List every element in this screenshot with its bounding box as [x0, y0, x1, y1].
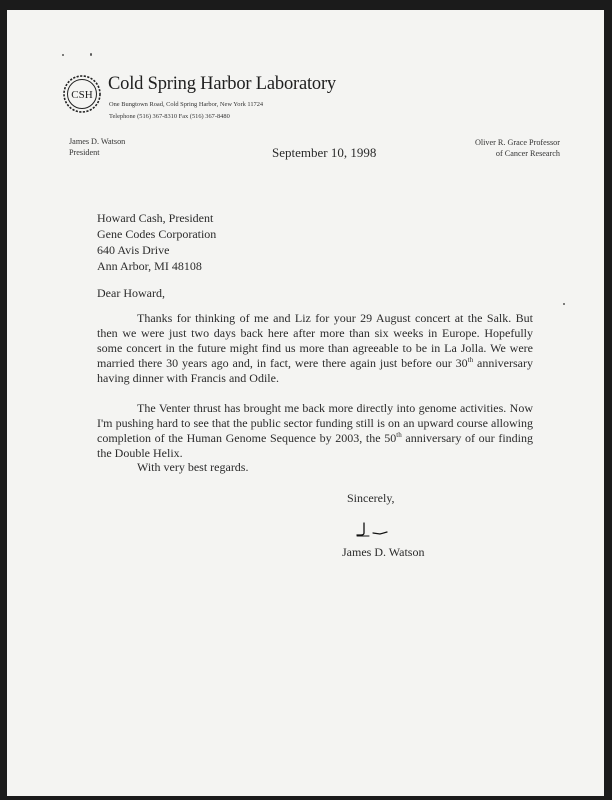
recipient-address — [97, 211, 216, 275]
letter-date: September 10, 1998 — [272, 145, 377, 160]
organization-phone: Telephone (516) 367-8310 Fax (516) 367-8480 — [109, 113, 230, 120]
paragraph-text: The Venter thrust has brought me back more directly into genome activities. Now I'm pushing hard to see that the public sector funding still is on an upward course allowing completion of the Human Genome Sequence by 2003, the 50 — [97, 401, 533, 445]
organization-name: Cold Spring Harbor Laboratory — [108, 74, 336, 94]
professorship-line1: Oliver R. Grace Professor — [474, 138, 560, 147]
handwritten-signature — [355, 521, 391, 539]
recipient-line: Gene Codes Corporation — [97, 227, 217, 241]
sender-right-block — [475, 138, 560, 159]
organization-address: One Bungtown Road, Cold Spring Harbor, New York 11724 — [109, 101, 264, 108]
paragraph-text: Thanks for thinking of me and Liz for your 29 August concert at the Salk. But then we were just two days back here after more than six weeks in Europe. Hopefully some concert in the future might find us more than agreeable to be in La Jolla. We were married there 30 years ago and, in fact, were there again just before our 30 — [97, 311, 533, 370]
logo-text: CSH — [71, 89, 93, 101]
paragraph-text: anniversary of our finding the Double Helix. — [97, 431, 533, 460]
speck-mark — [563, 303, 565, 305]
recipient-line: Ann Arbor, MI 48108 — [97, 259, 202, 273]
paragraph-text: anniversary having dinner with Francis and Odile. — [97, 356, 533, 385]
sender-title: President — [69, 147, 100, 157]
professorship-line2: of Cancer Research — [495, 148, 560, 158]
salutation: Dear Howard, — [97, 286, 165, 300]
signature-name: James D. Watson — [342, 545, 425, 559]
recipient-line: Howard Cash, President — [97, 211, 214, 225]
letter-page — [7, 10, 604, 796]
recipient-line: 640 Avis Drive — [97, 243, 170, 257]
speck-mark — [62, 54, 64, 56]
sender-name: James D. Watson — [69, 137, 126, 146]
ordinal-suffix: th — [467, 356, 474, 364]
paragraph-genome — [97, 401, 533, 461]
speck-mark — [90, 53, 92, 56]
paragraph-concert — [97, 311, 533, 386]
ordinal-suffix: th — [396, 431, 402, 439]
closing: Sincerely, — [347, 491, 395, 505]
regards-line: With very best regards. — [137, 460, 249, 474]
sender-left-block — [69, 137, 125, 158]
csh-seal-logo — [62, 74, 102, 114]
